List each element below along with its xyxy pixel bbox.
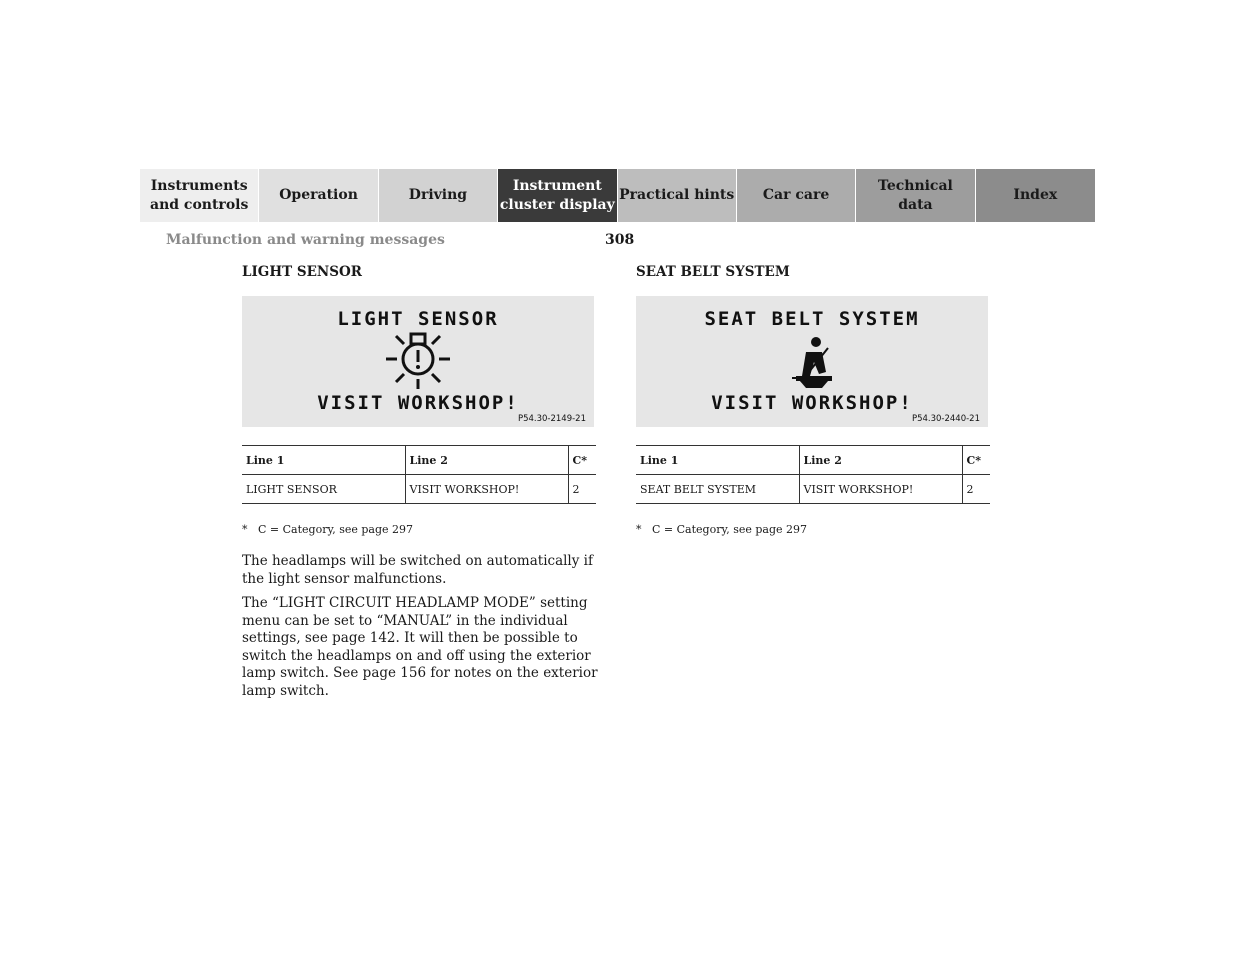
- tab-technical-data[interactable]: Technical data: [856, 169, 975, 222]
- table-row: [636, 475, 990, 504]
- seat-belt-message-table: [636, 445, 990, 504]
- seat-belt-heading: SEAT BELT SYSTEM: [636, 264, 790, 280]
- tab-practical-hints[interactable]: Practical hints: [618, 169, 737, 222]
- table-cell: SEAT BELT SYSTEM: [636, 475, 799, 504]
- body-paragraph: The “LIGHT CIRCUIT HEADLAMP MODE” setting menu can be set to “MANUAL” in the individual settings, see page 142. It will then be possible to switch the headlamps on and off using the exterior lamp switch. See page 156 for notes on the exterior lamp switch.: [242, 595, 598, 699]
- figure-code: P54.30-2149-21: [517, 414, 586, 424]
- table-cell: 2: [568, 475, 596, 504]
- seat-belt-display-image: [636, 296, 988, 427]
- table-header-row: [242, 446, 596, 475]
- tab-operation[interactable]: Operation: [259, 169, 378, 222]
- tab-driving[interactable]: Driving: [379, 169, 498, 222]
- footnote: [636, 523, 990, 536]
- footnote-text: C = Category, see page 297: [258, 523, 414, 536]
- chapter-tab-bar: [140, 169, 1095, 222]
- table-cell: 2: [962, 475, 990, 504]
- tab-instruments-and-controls[interactable]: Instruments and controls: [140, 169, 259, 222]
- column-header: Line 1: [636, 446, 799, 475]
- display-line-1: SEAT BELT SYSTEM: [704, 308, 920, 330]
- light-sensor-display-image: [242, 296, 594, 427]
- tab-index[interactable]: Index: [976, 169, 1095, 222]
- footnote-text: C = Category, see page 297: [652, 523, 808, 536]
- light-sensor-section: [242, 264, 596, 707]
- table-row: [242, 475, 596, 504]
- footnote: [242, 523, 596, 536]
- table-cell: LIGHT SENSOR: [242, 475, 405, 504]
- table-cell: VISIT WORKSHOP!: [405, 475, 568, 504]
- display-line-1: LIGHT SENSOR: [337, 308, 499, 330]
- display-line-2: VISIT WORKSHOP!: [317, 392, 519, 414]
- light-sensor-message-table: [242, 445, 596, 504]
- tab-instrument-cluster-display[interactable]: Instrument cluster display: [498, 169, 617, 222]
- table-header-row: [636, 446, 990, 475]
- table-cell: VISIT WORKSHOP!: [799, 475, 962, 504]
- column-header: C*: [568, 446, 596, 475]
- column-header: Line 1: [242, 446, 405, 475]
- column-header: C*: [962, 446, 990, 475]
- column-header: Line 2: [405, 446, 568, 475]
- display-line-2: VISIT WORKSHOP!: [711, 392, 913, 414]
- page-number: 308: [605, 232, 635, 248]
- footnote-marker: *: [636, 523, 642, 536]
- section-title: Malfunction and warning messages: [166, 232, 445, 248]
- tab-car-care[interactable]: Car care: [737, 169, 856, 222]
- body-paragraph: The headlamps will be switched on automatically if the light sensor malfunctions.: [242, 553, 593, 587]
- column-header: Line 2: [799, 446, 962, 475]
- seat-belt-section: [636, 264, 990, 536]
- figure-code: P54.30-2440-21: [911, 414, 980, 424]
- light-sensor-heading: LIGHT SENSOR: [242, 264, 362, 280]
- footnote-marker: *: [242, 523, 248, 536]
